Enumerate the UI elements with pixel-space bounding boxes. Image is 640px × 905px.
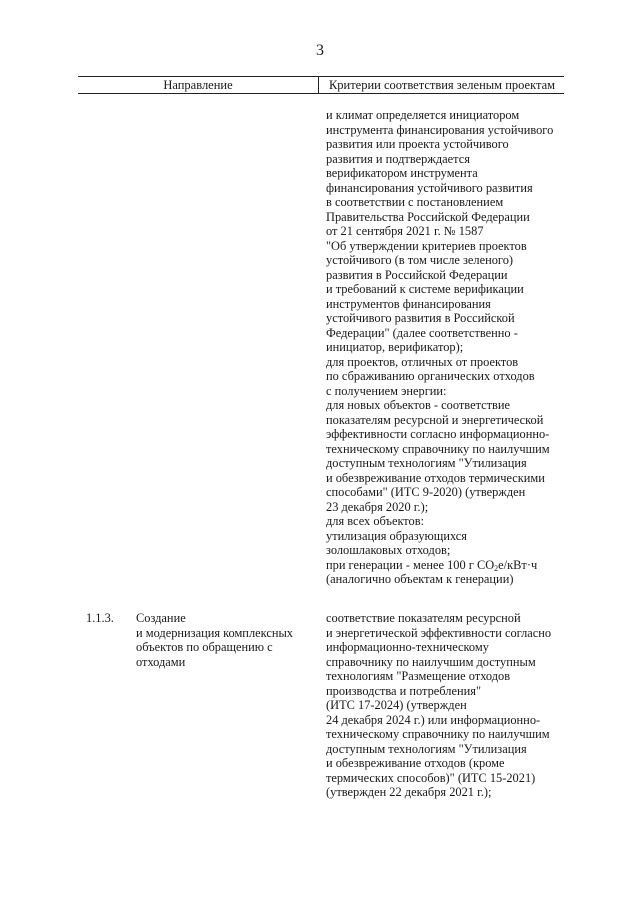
page-number: 3 [316, 42, 324, 59]
row-title: Создание и модернизация комплексных объектов по обращению с отходами [136, 611, 293, 669]
continued-criteria-text: и климат определяется инициатором инструмента финансирования устойчивого развития или проекта устойчивого развития и подтверждается верификатором инструмента финансирования устойчивого развития в соответствии с постановлением Правительства Российской Федерации от 21 сентября 2021 г. № 1587 "Об утверждении критериев проектов устойчивого (в том числе зеленого) развития в Российской Федерации и требований к системе верификации инструментов финансирования устойчивого развития в Российской Федерации" (далее соответственно - инициатор, верификатор); для проектов, отличных от проектов по сбраживанию органических отходов с получением энергии: для новых объектов - соответствие показателям ресурсной и энергетической эффективности согласно информационно- техническому справочнику по наилучшим доступным технологиям "Утилизация и обезвреживание отходов термическими способами" (ИТС 9-2020) (утвержден 23 декабря 2020 г.); для всех объектов: утилизация образующихся золошлаковых отходов; [326, 108, 554, 557]
generation-note: (аналогично объектам к генерации) [326, 572, 514, 586]
header-direction: Направление [163, 78, 233, 92]
header-criteria: Критерии соответствия зеленым проектам [318, 77, 565, 93]
row-number: 1.1.3. [86, 611, 114, 625]
row-criteria: соответствие показателям ресурсной и энергетической эффективности согласно информационно-техническому справочнику по наилучшим доступным технологиям "Размещение отходов производства и потребления" (ИТС 17-2024) (утвержден 24 декабря 2024 г.) или информационно- техническому справочнику по наилучшим доступным технологиям "Утилизация и обезвреживание отходов (кроме термических способов)" (ИТС 15-2021) (утвержден 22 декабря 2021 г.); [326, 611, 552, 799]
continued-criteria-cell [326, 108, 553, 587]
generation-threshold: при генерации - менее 100 г $CO_2е/кВт\cdot ч$ [326, 557, 538, 573]
table-header [78, 76, 564, 94]
